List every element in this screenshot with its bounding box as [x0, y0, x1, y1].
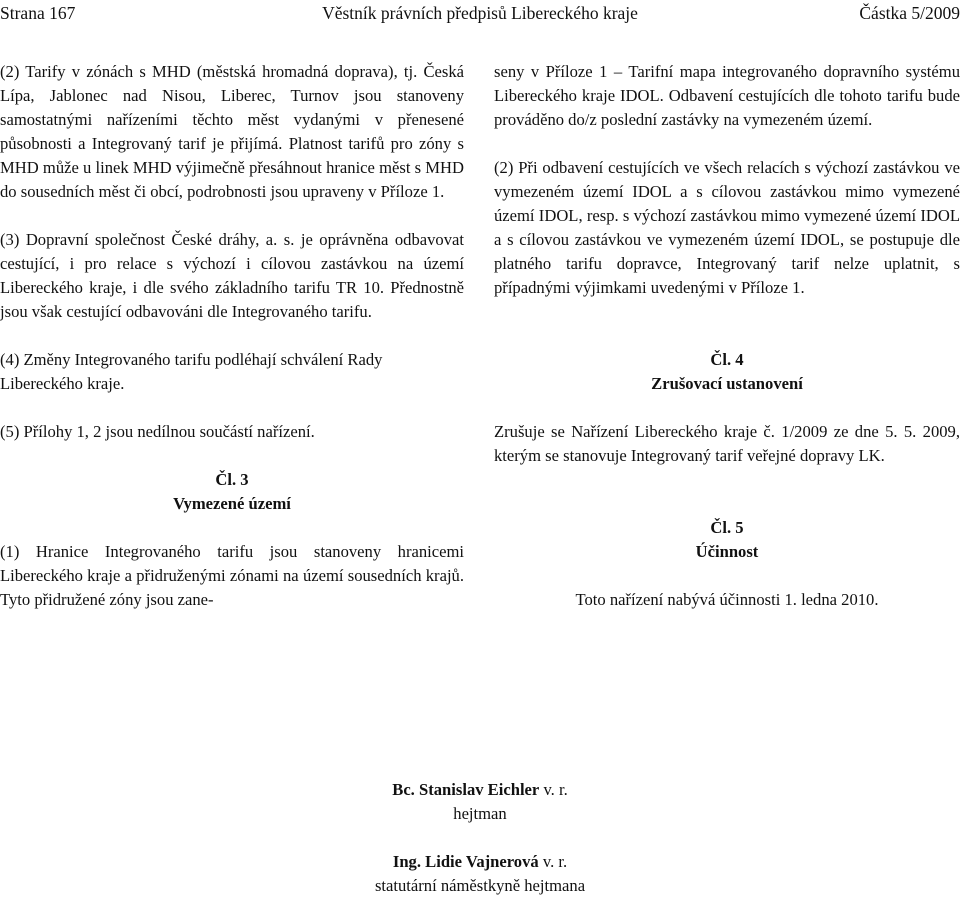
article-4-number: Čl. 4: [710, 350, 744, 369]
paragraph-effectiveness: Toto nařízení nabývá účinnosti 1. ledna 2010.: [575, 590, 879, 609]
signatory-role: hejtman: [453, 804, 507, 823]
paragraph-tariff-changes: (4) Změny Integrovaného tarifu podléhají schválení Rady Libereckého kraje.: [0, 350, 383, 393]
article-3-number: Čl. 3: [215, 470, 249, 489]
paragraph-passenger-relations: (2) Při odbavení cestujících ve všech relacích s výchozí zastávkou ve vymezeném území IDOL a s cílovou zastávkou mimo vymezené území IDOL, resp. s výchozí zastávkou mimo vymezené území IDOL a s cílovou zastávkou ve vymezeném území IDOL, se postupuje dle platného tarifu dopravce, Integrovaný tarif nelze uplatnit, s případnými výjimkami uvedenými v Příloze 1.: [494, 158, 960, 297]
article-5-title: Účinnost: [695, 542, 759, 561]
page-number: Strana 167: [0, 3, 76, 23]
signatory-role: statutární náměstkyně hejtmana: [374, 876, 586, 895]
signatory-suffix: v. r.: [538, 852, 568, 871]
signature-deputy: [0, 850, 960, 898]
right-column: [494, 60, 960, 612]
left-column: [0, 60, 464, 612]
paragraph-territory-continued: seny v Příloze 1 – Tarifní mapa integrovaného dopravního systému Libereckého kraje IDOL. Odbavení cestujících dle tohoto tarifu bude prováděno do/z poslední zastávky na vymezeném území.: [494, 62, 960, 129]
signatory-suffix: v. r.: [539, 780, 568, 799]
signatory-name: Ing. Lidie Vajnerová: [392, 852, 539, 871]
page-header: [0, 3, 960, 29]
article-3-title: Vymezené území: [173, 494, 291, 513]
article-5-number: Čl. 5: [710, 518, 744, 537]
article-4-title: Zrušovací ustanovení: [651, 374, 803, 393]
signature-block: [0, 778, 960, 898]
signatory-name: Bc. Stanislav Eichler: [392, 780, 540, 799]
paragraph-tariffs-mhd: (2) Tarify v zónách s MHD (městská hromadná doprava), tj. Česká Lípa, Jablonec nad Nisou, Liberec, Turnov jsou stanoveny samostatnými nařízeními těchto měst vydanými v přenesené působnosti a Integrovaný tarif je přijímá. Platnost tarifů pro zóny s MHD může u linek MHD výjimečně přesáhnout hranice měst s MHD do sousedních měst či obcí, podrobnosti jsou upraveny v Příloze 1.: [0, 62, 464, 201]
signature-governor: [0, 778, 960, 826]
issue-number: Částka 5/2009: [859, 3, 960, 23]
journal-title: Věstník právních předpisů Libereckého kraje: [322, 3, 638, 23]
paragraph-ceske-drahy: (3) Dopravní společnost České dráhy, a. s. je oprávněna odbavovat cestující, i pro relace s výchozí i cílovou zastávkou na území Libereckého kraje, i dle svého základního tarifu TR 10. Přednostně jsou však cestující odbavováni dle Integrovaného tarifu.: [0, 230, 464, 321]
paragraph-attachments: (5) Přílohy 1, 2 jsou nedílnou součástí nařízení.: [0, 422, 315, 441]
paragraph-repeal: Zrušuje se Nařízení Libereckého kraje č. 1/2009 ze dne 5. 5. 2009, kterým se stanovuje Integrovaný tarif veřejné dopravy LK.: [494, 422, 960, 465]
paragraph-territory-boundaries: (1) Hranice Integrovaného tarifu jsou stanoveny hranicemi Libereckého kraje a přidruženými zónami na území sousedních krajů. Tyto přidružené zóny jsou zane-: [0, 542, 464, 609]
